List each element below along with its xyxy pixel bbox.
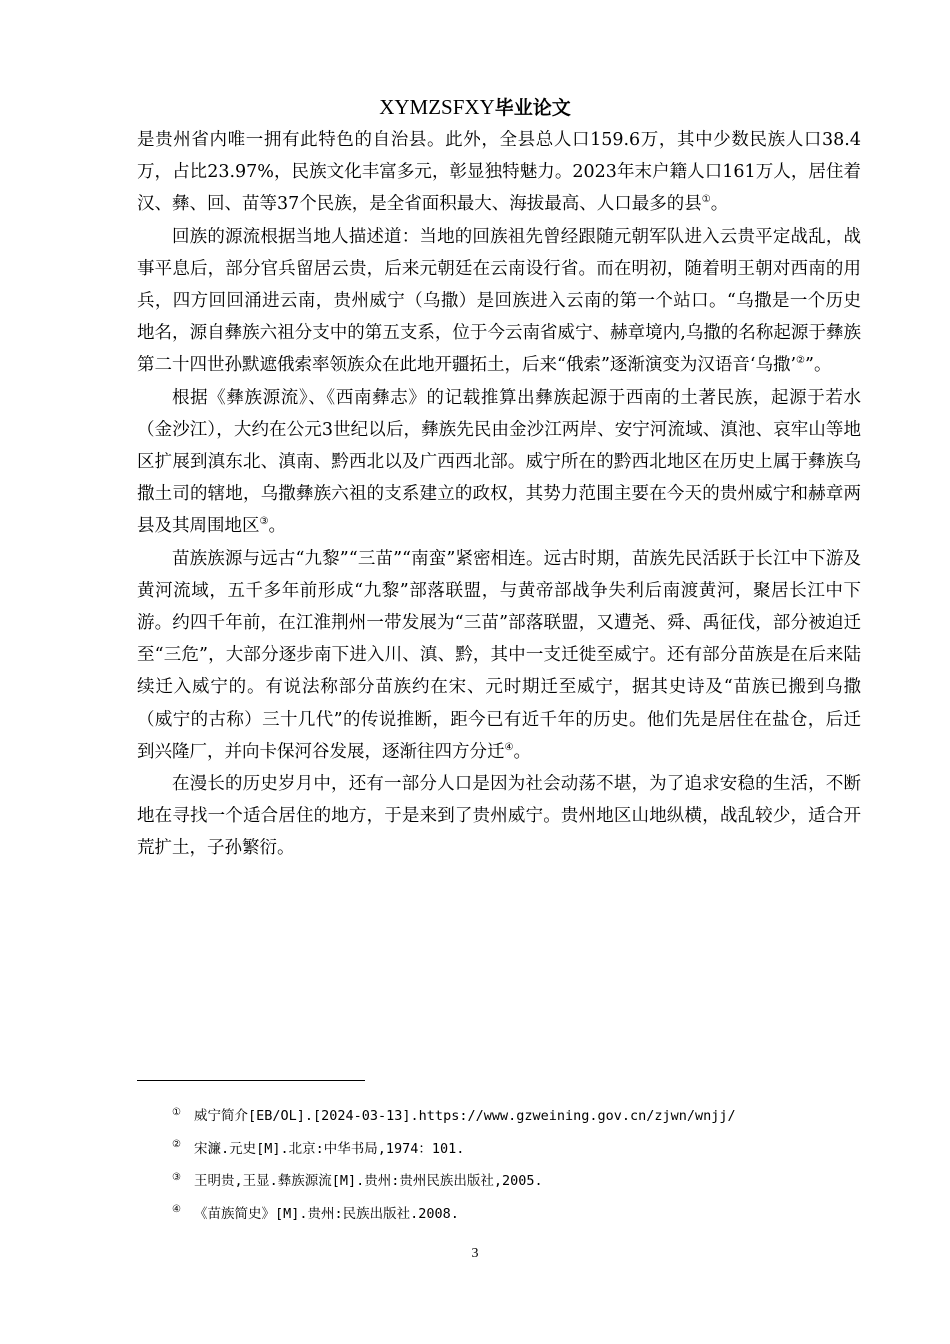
footnote-ref[interactable]: ③ bbox=[259, 516, 269, 528]
footnote-text: 王明贵,王显.彝族源流[M].贵州:贵州民族出版社,2005. bbox=[194, 1173, 543, 1189]
paragraph-text-end: 。 bbox=[710, 194, 729, 215]
footnote-2: ② 宋濂.元史[M].北京:中华书局,1974：101. bbox=[172, 1139, 465, 1157]
paragraph-hui-origin bbox=[137, 221, 861, 382]
footnote-4: ④ 《苗族简史》[M].贵州:民族出版社.2008. bbox=[172, 1204, 459, 1222]
paragraph-text-end: ”。 bbox=[805, 355, 832, 376]
paragraph-text: 在漫长的历史岁月中，还有一部分人口是因为社会动荡不堪，为了追求安稳的生活，不断地在寻找一个适合居住的地方，于是来到了贵州威宁。贵州地区山地纵横，战乱较少，适合开荒扩土，子孙繁衍。 bbox=[137, 774, 861, 859]
footnotes bbox=[172, 1100, 872, 1230]
page-number: 3 bbox=[471, 1246, 479, 1261]
paragraph-text-end: 。 bbox=[268, 516, 286, 537]
body-text bbox=[137, 124, 861, 865]
paragraph-continuation bbox=[137, 124, 861, 221]
footnote-ref[interactable]: ① bbox=[701, 194, 711, 206]
footnote-ref[interactable]: ④ bbox=[504, 742, 514, 754]
paragraph-text: 是贵州省内唯一拥有此特色的自治县。此外，全县总人口159.6万，其中少数民族人口38.4万，占比23.97%，民族文化丰富多元，彰显独特魅力。2023年末户籍人口161万人，居住着汉、彝、回、苗等37个民族，是全省面积最大、海拔最高、人口最多的县 bbox=[137, 130, 861, 215]
paragraph-migration bbox=[137, 768, 861, 865]
footnote-ref[interactable]: ② bbox=[796, 355, 805, 367]
paragraph-yi-origin bbox=[137, 382, 861, 543]
paragraph-text: 根据《彝族源流》、《西南彝志》的记载推算出彝族起源于西南的土著民族，起源于若水（金沙江），大约在公元3世纪以后，彝族先民由金沙江两岸、安宁河流域、滇池、哀牢山等地区扩展到滇东北、滇南、黔西北以及广西西北部。威宁所在的黔西北地区在历史上属于彝族乌撒土司的辖地，乌撒彝族六祖的支系建立的政权，其势力范围主要在今天的贵州威宁和赫章两县及其周围地区 bbox=[137, 387, 861, 537]
paragraph-text: 回族的源流根据当地人描述道：当地的回族祖先曾经跟随元朝军队进入云贵平定战乱，战事平息后，部分官兵留居云贵，后来元朝廷在云南设行省。而在明初，随着明王朝对西南的用兵，四方回回涌进云南，贵州威宁（乌撒）是回族进入云南的第一个站口。“乌撒是一个历史地名，源自彝族六祖分支中的第五支系，位于今云南省威宁、赫章境内,乌撒的名称起源于彝族第二十四世孙默遮俄索率领族众在此地开疆拓土，后来“俄索”逐渐演变为汉语音‘乌撒’ bbox=[137, 226, 861, 376]
footnote-1: ① 威宁简介[EB/OL].[2024-03-13].https://www.gzweining.gov.cn/zjwn/wnjj/ bbox=[172, 1106, 736, 1124]
footnote-text: 威宁简介[EB/OL].[2024-03-13].https://www.gzweining.gov.cn/zjwn/wnjj/ bbox=[194, 1108, 736, 1124]
footnote-text: 宋濂.元史[M].北京:中华书局,1974：101. bbox=[194, 1140, 465, 1157]
footnote-3: ③ 王明贵,王显.彝族源流[M].贵州:贵州民族出版社,2005. bbox=[172, 1171, 543, 1189]
paragraph-miao-origin bbox=[137, 543, 861, 768]
header-school-code: XYMZSFXY bbox=[379, 95, 495, 119]
paragraph-text: 苗族族源与远古“九黎”“三苗”“南蛮”紧密相连。远古时期，苗族先民活跃于长江中下游及黄河流域，五千多年前形成“九黎”部落联盟，与黄帝部战争失利后南渡黄河，聚居长江中下游。约四千年前，在江淮荆州一带发展为“三苗”部落联盟，又遭尧、舜、禹征伐，部分被迫迁至“三危”，大部分逐步南下进入川、滇、黔，其中一支迁徙至威宁。还有部分苗族是在后来陆续迁入威宁的。有说法称部分苗族约在宋、元时期迁至威宁，据其史诗及“苗族已搬到乌撒（威宁的古称）三十几代”的传说推断，距今已有近千年的历史。他们先是居住在盐仓，后迁到兴隆厂，并向卡保河谷发展，逐渐往四方分迁 bbox=[137, 548, 861, 762]
running-header bbox=[0, 92, 950, 123]
footnote-text: 《苗族简史》[M].贵州:民族出版社.2008. bbox=[194, 1205, 459, 1222]
footnote-separator bbox=[137, 1080, 365, 1081]
paragraph-text-end: 。 bbox=[513, 741, 531, 762]
header-thesis-label: 毕业论文 bbox=[494, 97, 571, 119]
